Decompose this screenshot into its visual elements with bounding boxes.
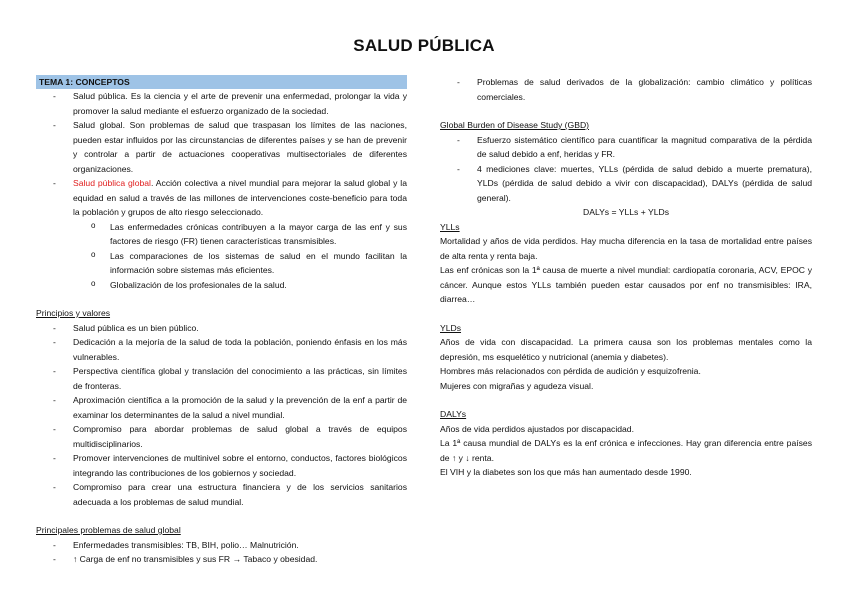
problems-list-continued [440, 75, 812, 104]
list-item: - Aproximación científica a la promoción de la salud y la prevención de la enf a partir de examinar los determinantes de la salud a nivel mundial. [36, 393, 407, 422]
list-item: - Perspectiva científica global y translación del conocimiento a las prácticas, sin límites de fronteras. [36, 364, 407, 393]
list-item: - Compromiso para crear una estructura financiera y de los servicios sanitarios adecuada a los problemas de salud mundial. [36, 480, 407, 509]
sub-list-item: o Las comparaciones de los sistemas de salud en el mundo facilitan la información sobre sistemas más eficientes. [36, 249, 407, 278]
subsection-title: DALYs [440, 409, 467, 419]
problems-list [36, 538, 407, 567]
highlight-term: Salud pública global [73, 178, 151, 188]
list-item: - Enfermedades transmisibles: TB, BIH, polio… Malnutrición. [36, 538, 407, 553]
right-column [440, 75, 812, 480]
list-item: - Problemas de salud derivados de la globalización: cambio climático y políticas comerciales. [440, 75, 812, 104]
sub-list-item: o Las enfermedades crónicas contribuyen a la mayor carga de las enf y sus factores de riesgo (FR) tienen características transmisibles. [36, 220, 407, 249]
left-column [36, 75, 407, 567]
sub-list-item: o Globalización de los profesionales de la salud. [36, 278, 407, 293]
paragraph: La 1ª causa mundial de DALYs es la enf crónica e infecciones. Hay gran diferencia entre países de ↑ y ↓ renta. [440, 438, 812, 463]
subsection-title: YLLs [440, 221, 460, 232]
list-item: - ↑ Carga de enf no transmisibles y sus FR → Tabaco y obesidad. [36, 552, 407, 567]
principles-list [36, 321, 407, 510]
gbd-list [440, 133, 812, 206]
subsection-title: Principios y valores [36, 308, 111, 318]
list-item-text: . Acción colectiva a nivel mundial para mejorar la salud global y la equidad en salud a través de las millones de intervenciones coste-beneficio para toda la población y grupos de alto riesgo seleccionado. [73, 178, 407, 217]
page-title: SALUD PÚBLICA [353, 36, 495, 55]
concepts-list [36, 89, 407, 220]
section-heading: TEMA 1: CONCEPTOS [36, 75, 407, 89]
paragraph: Mortalidad y años de vida perdidos. Hay mucha diferencia en la tasa de mortalidad entre países de alta renta y renta baja. [440, 236, 812, 261]
paragraph: Hombres más relacionados con pérdida de audición y esquizofrenia. [440, 366, 701, 376]
list-item: - Compromiso para abordar problemas de salud global a través de equipos multidisciplinarios. [36, 422, 407, 451]
list-item: - Promover intervenciones de multinivel sobre el entorno, conductos, factores biológicos integrando las contribuciones de los gobiernos y sociedad. [36, 451, 407, 480]
paragraph: Las enf crónicas son la 1ª causa de muerte a nivel mundial: cardiopatía coronaria, ACV, EPOC y cáncer. Aunque estos YLLs también pueden estar causados por enf no transmisibles: IRA, diarrea… [440, 265, 812, 304]
paragraph: Años de vida perdidos ajustados por discapacidad. [440, 423, 634, 434]
list-item: - Esfuerzo sistemático científico para cuantificar la magnitud comparativa de la pérdida de salud debido a enf, heridas y FR. [440, 133, 812, 162]
list-item: - 4 mediciones clave: muertes, YLLs (pérdida de salud debido a muerte prematura), YLDs (pérdida de salud debido a vivir con discapacidad), DALYs (pérdida de salud general). [440, 162, 812, 206]
paragraph: Mujeres con migrañas y agudeza visual. [440, 380, 594, 391]
list-item: - Salud pública es un bien público. [36, 321, 407, 336]
paragraph: Años de vida con discapacidad. La primera causa son los problemas mentales como la depresión, ms esquelético y nutricional (anemia y diabetes). [440, 337, 812, 362]
list-item: - Salud pública. Es la ciencia y el arte de prevenir una enfermedad, prolongar la vida y promover la salud mediante el esfuerzo organizado de la sociedad. [36, 89, 407, 118]
list-item: - Salud global. Son problemas de salud que traspasan los límites de las naciones, pueden estar influidos por las circunstancias de diferentes países y se han de prevenir y controlar a partir de actuaciones cooperativas multisectoriales de diferentes organizaciones. [36, 118, 407, 176]
subsection-title: Principales problemas de salud global [36, 525, 181, 535]
list-item [36, 176, 407, 220]
sub-list [36, 220, 407, 293]
subsection-title: Global Burden of Disease Study (GBD) [440, 120, 590, 130]
list-item: - Dedicación a la mejoría de la salud de toda la población, poniendo énfasis en los más vulnerables. [36, 335, 407, 364]
paragraph: El VIH y la diabetes son los que más han aumentado desde 1990. [440, 467, 692, 477]
subsection-title: YLDs [440, 322, 462, 333]
formula: DALYs = YLLs + YLDs [583, 207, 669, 217]
